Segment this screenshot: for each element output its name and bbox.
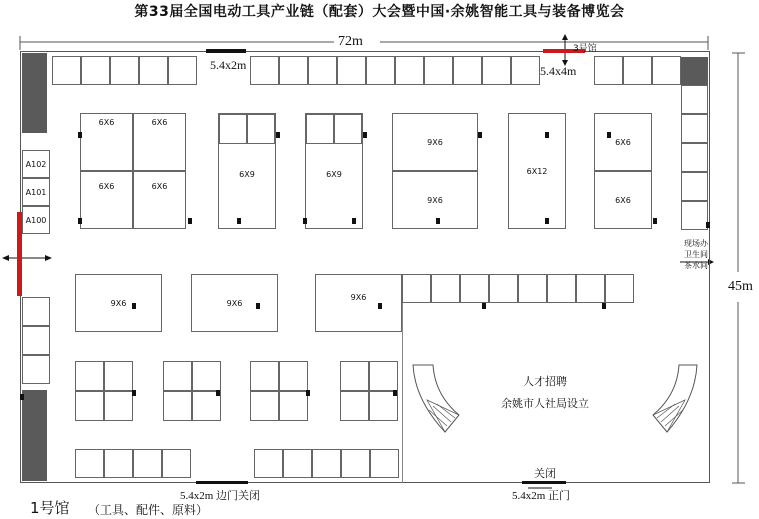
recruit-area-divider: [402, 303, 403, 483]
pillar: [607, 132, 611, 138]
pillar: [306, 390, 310, 396]
recruit-title: 人才招聘: [523, 375, 567, 388]
left-booth-column: [22, 150, 50, 234]
pillar: [256, 303, 260, 309]
block-2-label: 6X9: [239, 169, 255, 179]
pillar: [706, 222, 710, 228]
top-left-door-label: 5.4x2m: [210, 58, 247, 72]
hall-note: （工具、配件、原料）: [88, 503, 209, 517]
mid-block-3: 9X6: [315, 274, 402, 332]
recruit-subtitle: 余姚市人社局设立: [501, 397, 589, 410]
bottom-booth-row-1: [75, 449, 191, 478]
office-labels: [684, 238, 708, 271]
pillar: [132, 303, 136, 309]
block-4-cell: 9X6: [392, 171, 478, 229]
width-label: 72m: [338, 34, 363, 49]
block-1-cell: 6X6: [80, 113, 133, 171]
pillar: [303, 218, 307, 224]
pillar: [653, 218, 657, 224]
corner-block-top-left: [22, 53, 47, 133]
height-label: 45m: [728, 279, 753, 294]
bottom-grid-3: [250, 361, 308, 421]
bottom-grid-2: [163, 361, 221, 421]
mid-booth-row: [402, 274, 634, 303]
block-4: [392, 113, 478, 229]
pillar: [545, 218, 549, 224]
page-title: 第33届全国电动工具产业链（配套）大会暨中国·余姚智能工具与装备博览会: [134, 4, 625, 20]
corner-block-top-right: [681, 57, 708, 85]
block-2: [218, 113, 276, 229]
corner-block-bottom-left: [22, 390, 47, 481]
block-3: [305, 113, 363, 229]
pillar: [78, 132, 82, 138]
left-booth-column-lower: [22, 297, 50, 384]
bottom-booth-row-2: [254, 449, 399, 478]
pillar: [276, 132, 280, 138]
bottom-right-door-label: 5.4x2m 正门: [512, 490, 571, 502]
pillar: [482, 303, 486, 309]
top-booth-row-1: [52, 56, 197, 85]
pillar: [378, 303, 382, 309]
pillar: [20, 394, 24, 400]
top-left-door: [206, 49, 246, 53]
block-1: [80, 113, 186, 229]
closed-label: 关闭: [534, 467, 556, 480]
booth-a102: A102: [22, 150, 50, 178]
block-5: 6X12: [508, 113, 566, 229]
pillar: [216, 390, 220, 396]
booth-a100: A100: [22, 206, 50, 234]
top-booth-row-2: [250, 56, 540, 85]
booth-a101: A101: [22, 178, 50, 206]
hall-name: 1号馆: [30, 499, 70, 517]
block-1-cell: 6X6: [133, 113, 186, 171]
pillar: [393, 390, 397, 396]
top-booth-row-3: [594, 56, 681, 85]
block-1-cell: 6X6: [133, 171, 186, 229]
pillar: [78, 218, 82, 224]
restroom-label: 卫生间: [684, 250, 708, 259]
pillar: [478, 132, 482, 138]
top-right-door-label: 5.4x4m: [540, 64, 577, 78]
block-6: [594, 113, 652, 229]
bottom-grid-1: [75, 361, 133, 421]
bottom-left-door-label: 5.4x2m 边门关闭: [180, 490, 261, 502]
block-4-cell: 9X6: [392, 113, 478, 171]
block-3-label: 6X9: [326, 169, 342, 179]
pillar: [436, 218, 440, 224]
tearoom-label: 茶水间: [684, 261, 708, 270]
pillar: [352, 218, 356, 224]
right-booth-column: [681, 85, 708, 230]
hall-3-label: 3号馆: [573, 44, 597, 54]
pillar: [237, 218, 241, 224]
mid-block-1: 9X6: [75, 274, 162, 332]
mid-block-2: 9X6: [191, 274, 278, 332]
office-label: 现场办: [684, 239, 708, 248]
seating-arcs: [405, 360, 705, 450]
pillar: [132, 390, 136, 396]
bottom-grid-4: [340, 361, 398, 421]
block-6-cell: 6X6: [594, 171, 652, 229]
pillar: [602, 303, 606, 309]
block-1-cell: 6X6: [80, 171, 133, 229]
bottom-left-door: [196, 481, 248, 484]
bottom-right-door: [522, 481, 566, 484]
pillar: [545, 132, 549, 138]
pillar: [363, 132, 367, 138]
block-6-cell: 6X6: [594, 113, 652, 171]
pillar: [188, 218, 192, 224]
